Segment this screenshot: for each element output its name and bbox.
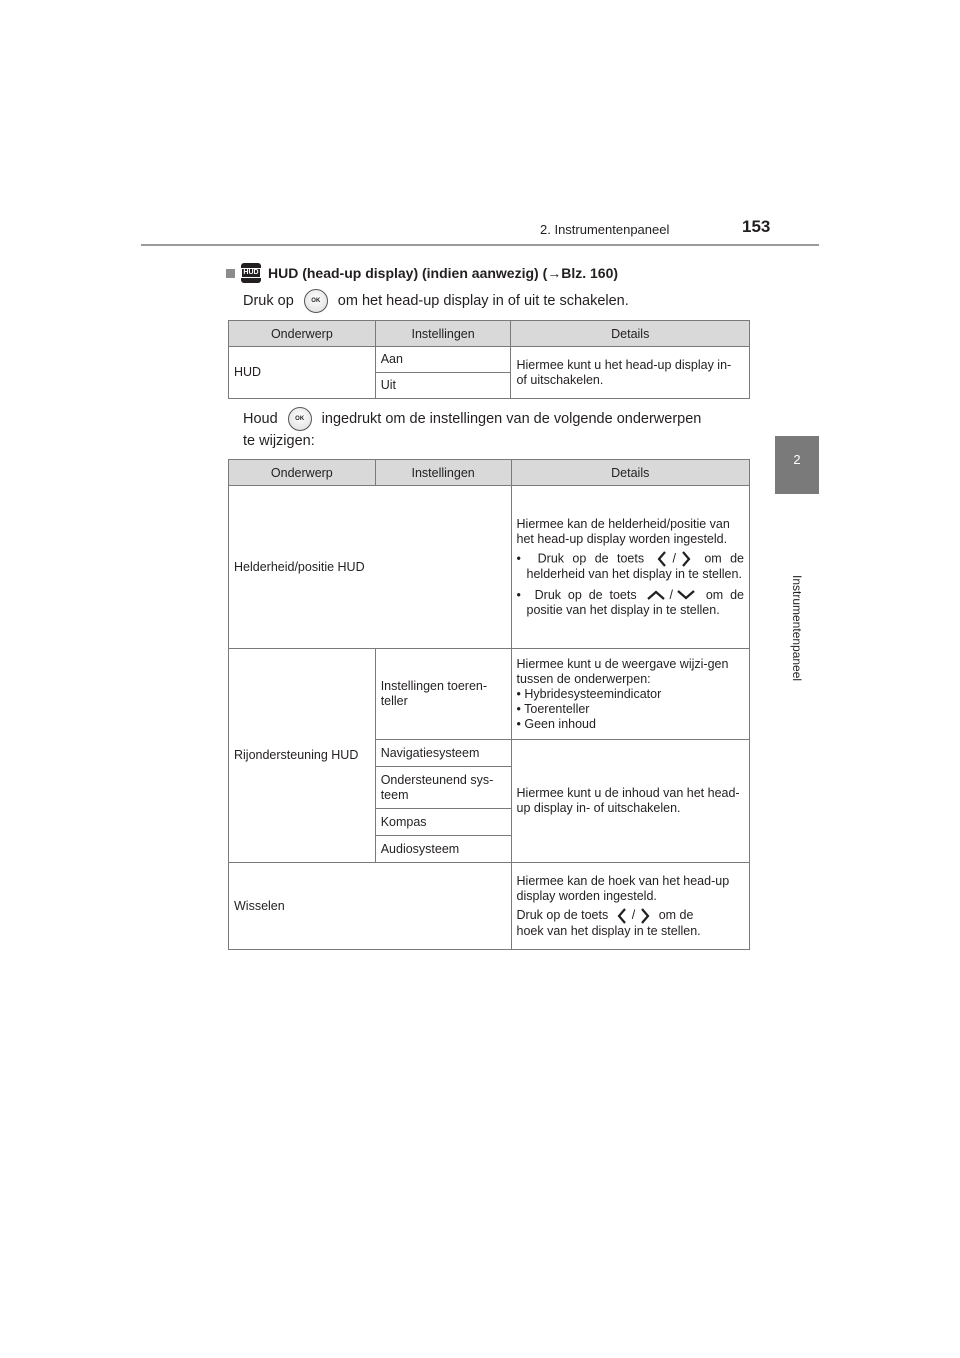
cell-item: Wisselen <box>229 863 512 950</box>
cell-details <box>511 863 749 950</box>
section-heading <box>226 263 618 283</box>
column-header: Onderwerp <box>229 460 376 486</box>
cell-setting: Audiosysteem <box>375 836 511 863</box>
table-header-row <box>229 321 750 347</box>
chevron-right-icon <box>680 551 692 567</box>
cell-details <box>511 649 749 740</box>
ok-button-icon: OK <box>288 407 312 431</box>
section-title: HUD (head-up display) (indien aanwezig) (→Blz. 160) <box>268 265 619 281</box>
para1-text-before: Druk op <box>243 292 294 309</box>
details-intro: Hiermee kan de hoek van het head-up display worden ingesteld. <box>516 873 730 903</box>
chevron-right-icon <box>639 908 651 924</box>
intro-paragraph <box>243 289 629 313</box>
cell-setting: Uit <box>375 373 511 399</box>
details-bullet: • Druk op de toets / om de helderheid van het display in te stellen. <box>516 550 745 581</box>
settings-paragraph <box>243 407 745 451</box>
cell-details <box>511 486 749 649</box>
header-divider <box>141 244 819 246</box>
details-intro: Hiermee kan de helderheid/positie van het head-up display worden ingesteld. <box>516 516 730 546</box>
hud-icon: HUD <box>241 263 261 283</box>
column-header: Instellingen <box>375 460 511 486</box>
chevron-down-icon <box>677 589 695 601</box>
table-row <box>229 649 750 740</box>
hud-table <box>228 320 750 399</box>
cell-item: HUD <box>229 347 376 399</box>
ok-button-icon: OK <box>304 289 328 313</box>
details-bullet: • Toerenteller <box>516 701 590 716</box>
column-header: Instellingen <box>375 321 511 347</box>
table-row <box>229 863 750 950</box>
details-bullet: • Druk op de toets / om de positie van het display in te stellen. <box>516 587 745 617</box>
cell-setting: Aan <box>375 347 511 373</box>
cell-item: Rijondersteuning HUD <box>229 649 376 863</box>
details-bullet: • Geen inhoud <box>516 716 596 731</box>
cell-details: Hiermee kunt u de inhoud van het head-up display in- of uitschakelen. <box>511 740 749 863</box>
settings-table <box>228 459 750 950</box>
page-number: 153 <box>742 217 771 236</box>
cell-setting: Instellingen toeren-teller <box>375 649 511 740</box>
chevron-left-icon <box>616 908 628 924</box>
chapter-title: 2. Instrumentenpaneel <box>540 222 670 237</box>
cell-details: Hiermee kunt u het head-up display in- of uitschakelen. <box>511 347 750 399</box>
details-intro: Hiermee kunt u de weergave wijzi-gen tussen de onderwerpen: <box>516 656 729 686</box>
details-instruction: Druk op de toets / om de hoek van het display in te stellen. <box>516 907 701 938</box>
cell-setting: Kompas <box>375 809 511 836</box>
cell-setting: Ondersteunend sys-teem <box>375 767 511 809</box>
cell-setting: Navigatiesysteem <box>375 740 511 767</box>
para2-text-before: Houd <box>243 410 278 427</box>
para2-text-after: ingedrukt om de instellingen van de volgende onderwerpen <box>321 410 702 427</box>
cell-item: Helderheid/positie HUD <box>229 486 512 649</box>
column-header: Details <box>511 321 750 347</box>
chevron-up-icon <box>647 589 665 601</box>
para2-text-line2: te wijzigen: <box>243 433 315 449</box>
chapter-tab: 2 <box>775 436 819 494</box>
column-header: Onderwerp <box>229 321 376 347</box>
para1-text-after: om het head-up display in of uit te schakelen. <box>337 292 629 309</box>
details-bullet: • Hybridesysteemindicator <box>516 686 662 701</box>
table-header-row <box>229 460 750 486</box>
column-header: Details <box>511 460 749 486</box>
chevron-left-icon <box>656 551 668 567</box>
square-bullet-icon <box>226 269 235 278</box>
table-row <box>229 347 750 373</box>
chapter-tab-label: Instrumentenpaneel <box>790 575 804 682</box>
table-row <box>229 486 750 649</box>
